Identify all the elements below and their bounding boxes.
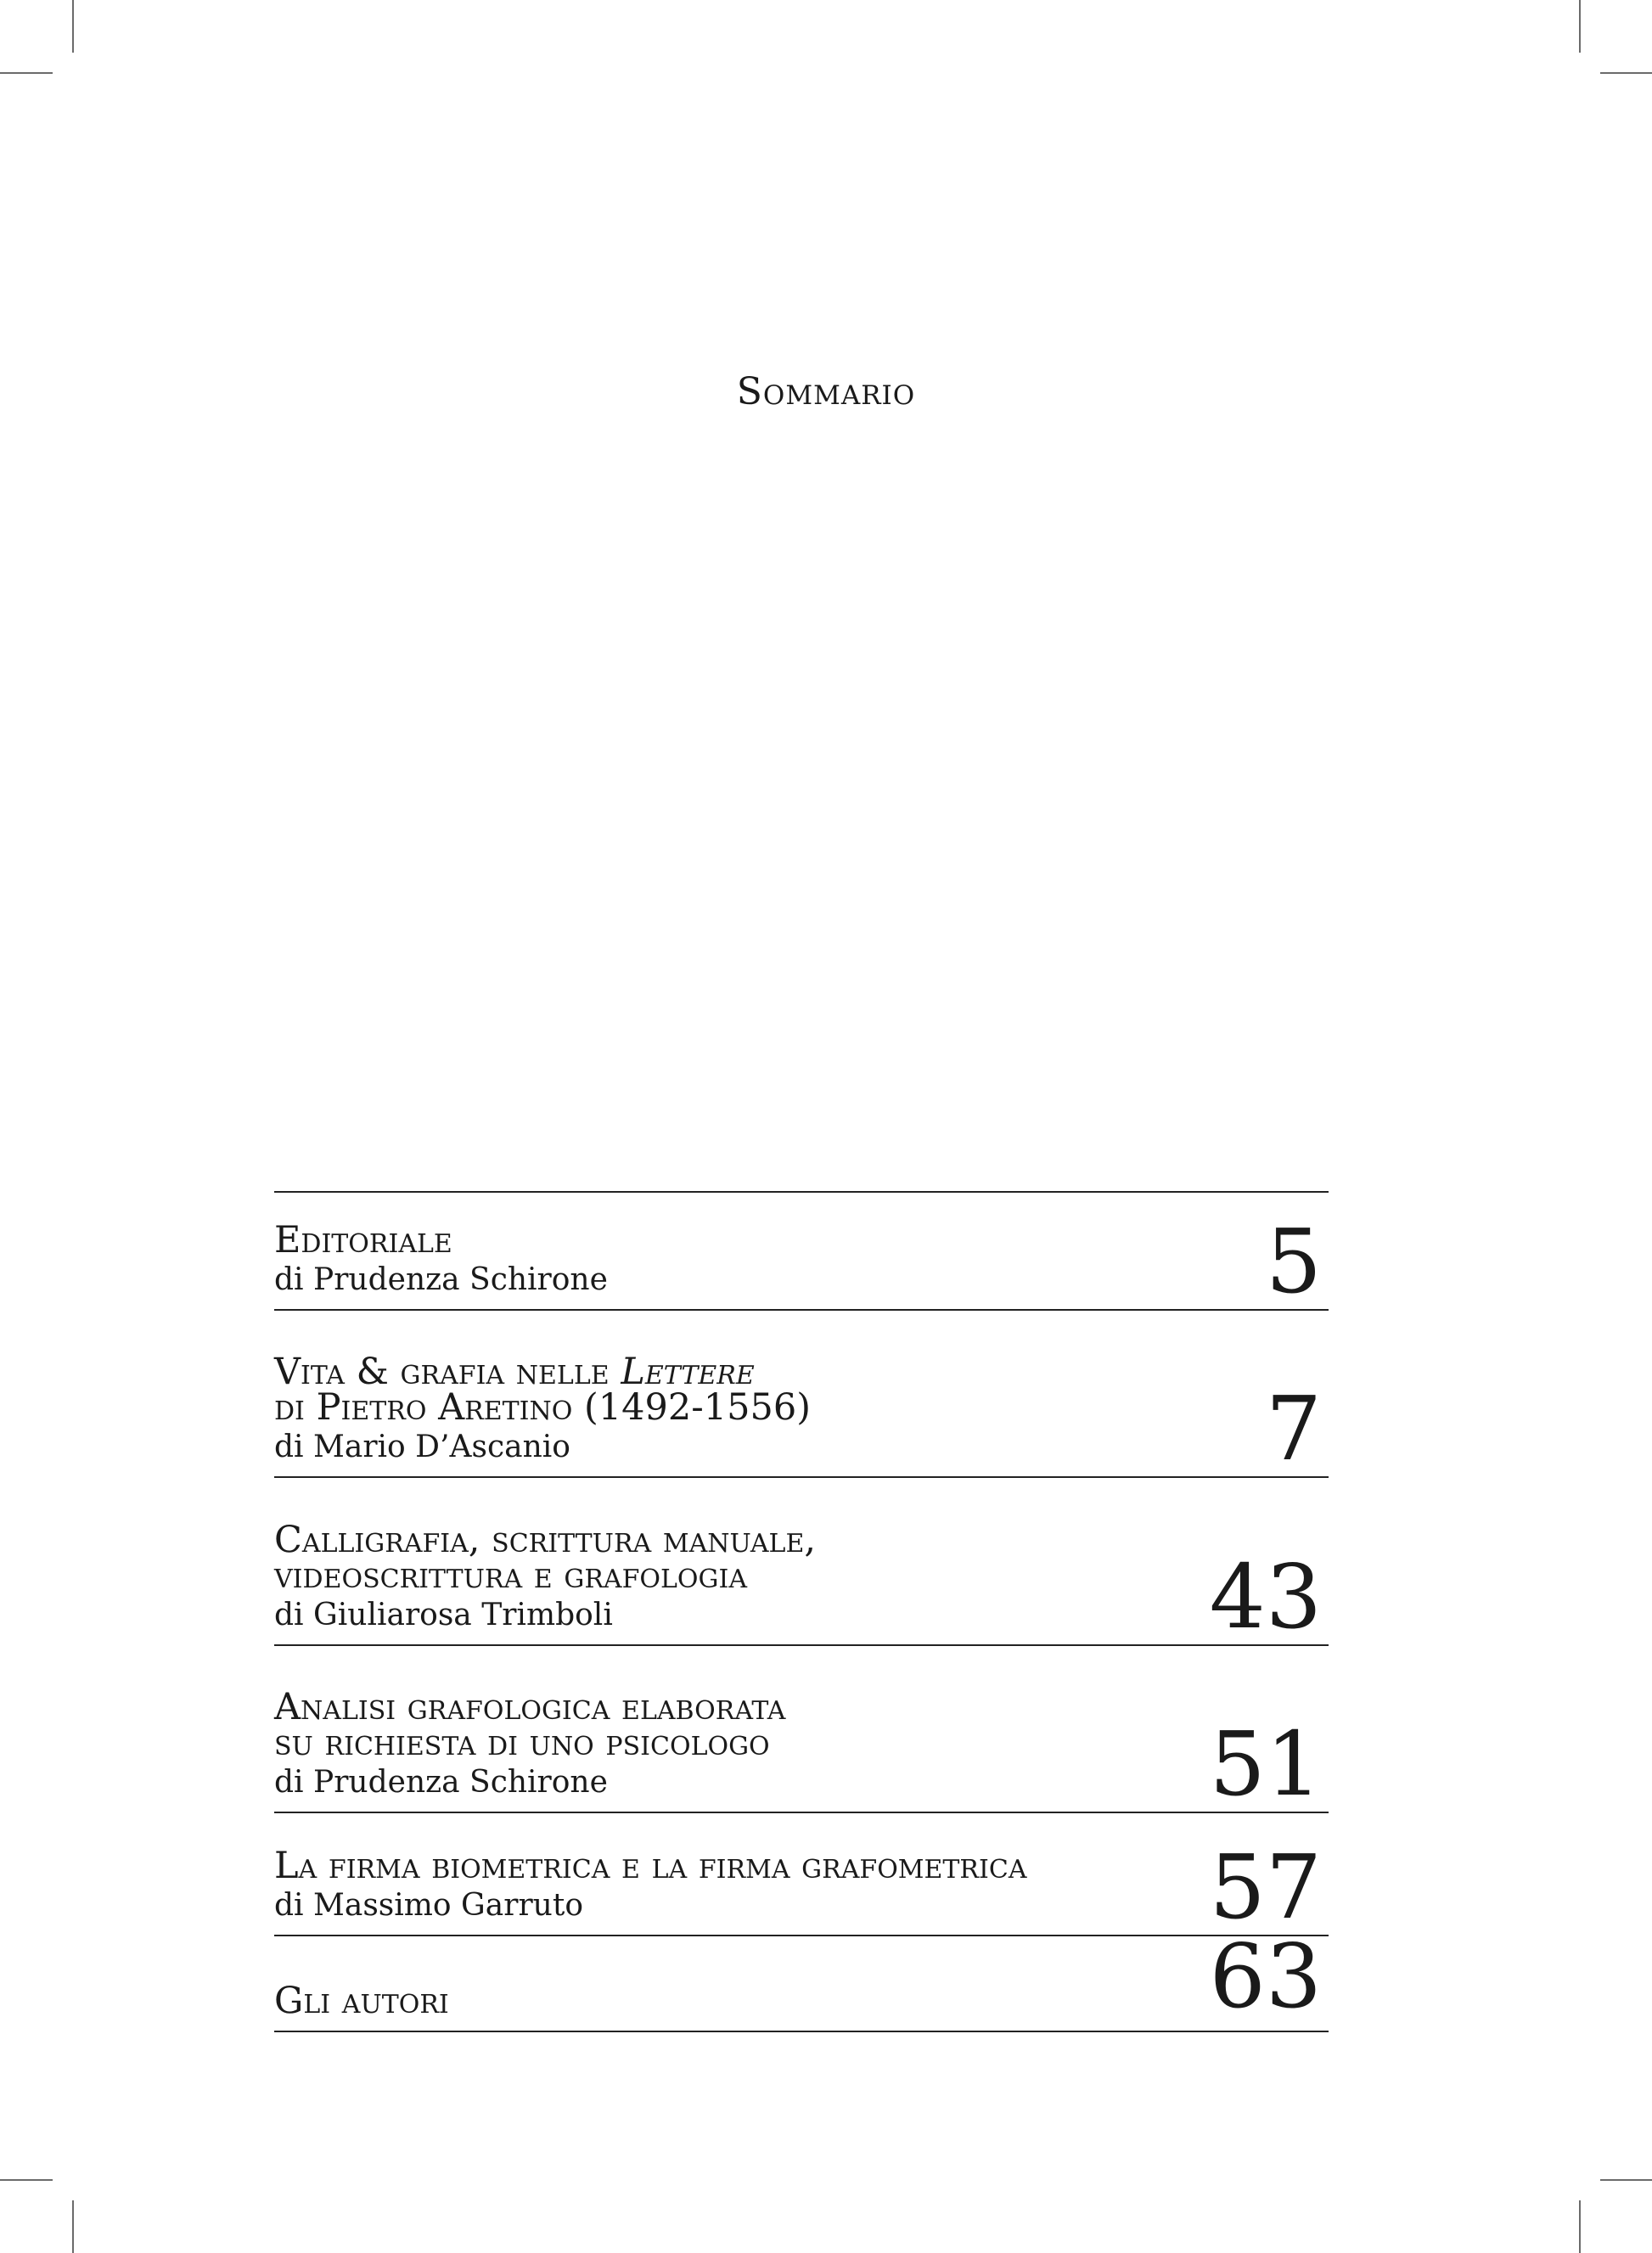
toc-entry-editoriale[interactable] — [274, 1193, 1329, 1311]
crop-mark — [1579, 2200, 1581, 2253]
entry-title-prefix: Vita & grafia nelle — [274, 1351, 621, 1393]
toc-entry-calligrafia[interactable] — [274, 1478, 1329, 1649]
entry-title: Calligrafia, scrittura manuale, — [274, 1519, 817, 1561]
entry-title-line2: su richiesta di uno psicologo — [274, 1722, 770, 1764]
entry-author: di Prudenza Schirone — [274, 1262, 608, 1297]
entry-text — [274, 1219, 1174, 1302]
entry-text — [274, 1351, 1174, 1469]
toc-entry-gli-autori[interactable] — [274, 1924, 1329, 2032]
entry-author: di Massimo Garruto — [274, 1888, 584, 1923]
crop-mark — [0, 72, 53, 74]
entry-title: La firma biometrica e la firma grafometrica — [274, 1845, 1027, 1887]
entry-title-italic: Lettere — [621, 1351, 755, 1393]
entry-author: di Prudenza Schirone — [274, 1765, 608, 1800]
crop-mark — [72, 0, 74, 53]
entry-title — [274, 1351, 1174, 1393]
entry-page-number: 57 — [1209, 1835, 1322, 1939]
entry-text — [274, 1980, 1174, 2022]
entry-page-number: 51 — [1209, 1712, 1322, 1816]
entry-text — [274, 1845, 1174, 1928]
table-of-contents — [274, 1191, 1329, 2032]
entry-page-number: 63 — [1209, 1924, 1322, 2028]
entry-page-number: 7 — [1265, 1377, 1322, 1480]
toc-entry-analisi-grafologica[interactable] — [274, 1646, 1329, 1816]
crop-mark — [0, 2179, 53, 2181]
entry-text — [274, 1686, 1174, 1805]
entry-author: di Giuliarosa Trimboli — [274, 1598, 613, 1632]
crop-mark — [1579, 0, 1581, 53]
entry-text — [274, 1519, 1174, 1638]
entry-title: Editoriale — [274, 1219, 452, 1261]
entry-author: di Mario D’Ascanio — [274, 1430, 570, 1464]
entry-page-number: 5 — [1265, 1210, 1322, 1313]
entry-title: Gli autori — [274, 1980, 449, 2022]
crop-mark — [72, 2200, 74, 2253]
toc-entry-vita-e-grafia[interactable] — [274, 1311, 1329, 1478]
crop-mark — [1600, 72, 1652, 74]
entry-page-number: 43 — [1209, 1545, 1322, 1649]
entry-title-line2: di Pietro Aretino (1492-1556) — [274, 1386, 811, 1429]
crop-mark — [1600, 2179, 1652, 2181]
entry-title: Analisi grafologica elaborata — [274, 1686, 786, 1728]
toc-entry-firma-biometrica[interactable] — [274, 1813, 1329, 1939]
entry-title-line2: videoscrittura e grafologia — [274, 1554, 747, 1597]
page-title: Sommario — [736, 370, 916, 413]
